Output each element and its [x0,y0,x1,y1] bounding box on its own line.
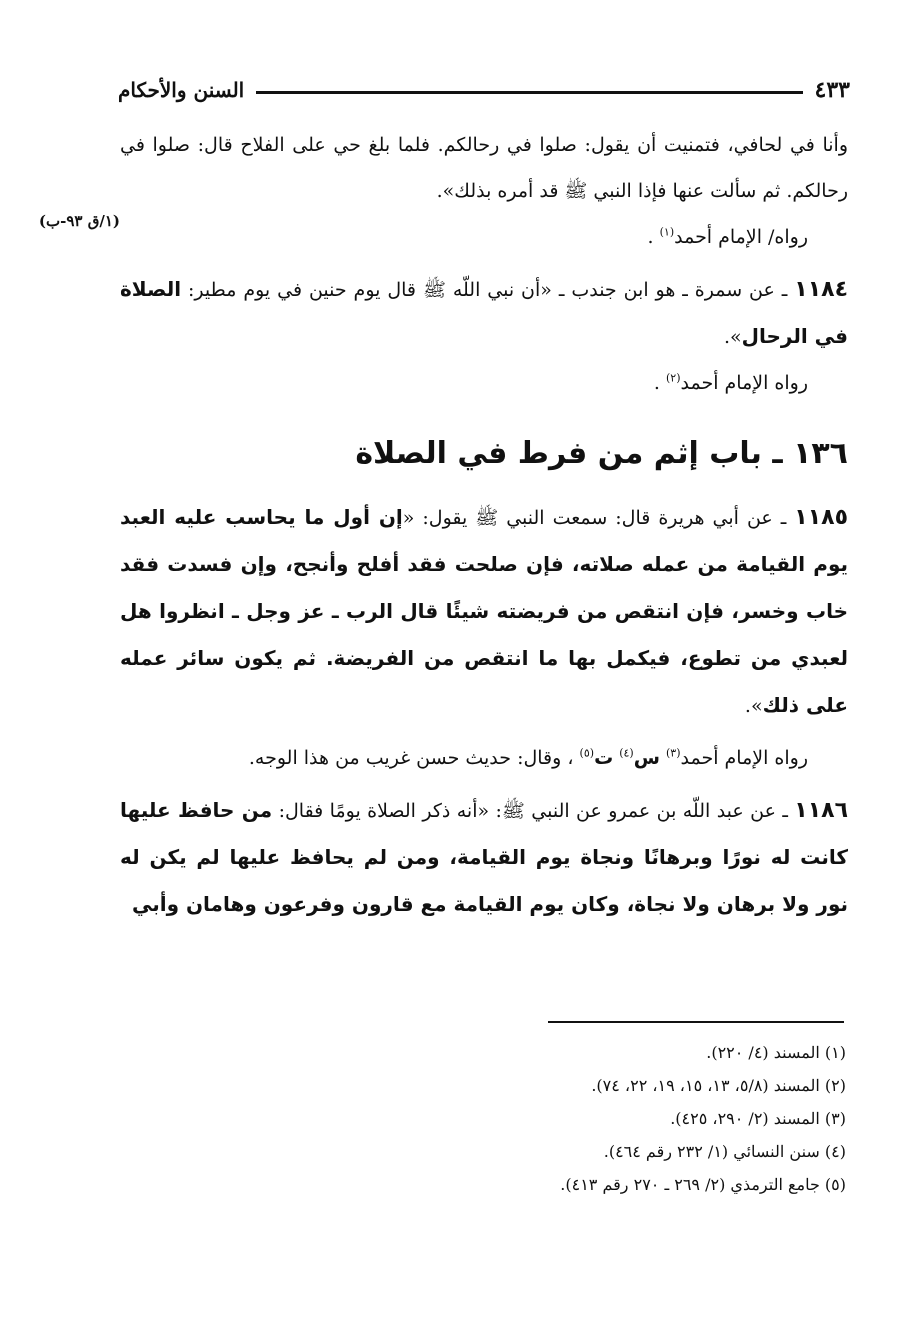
footnote-3: (٣) المسند (٢/ ٢٩٠، ٤٢٥). [670,1109,846,1128]
manuscript-margin-note: (١/ق ٩٣-ب) [38,212,120,230]
page-header [118,72,850,108]
nasai-symbol: س [633,747,660,769]
source-text: رواه/ الإمام أحمد [674,226,808,248]
footnote-2: (٢) المسند (٥/٨، ١٣، ١٥، ١٩، ٢٢، ٧٤). [591,1076,846,1095]
hadith-number: ١١٨٤ [794,277,849,302]
source-text: رواه الإمام أحمد [680,747,808,769]
hadith-bold-text: الصلاة في الرحال [120,277,848,348]
main-text [120,122,848,928]
grading-text: ، وقال: حديث حسن غريب من هذا الوجه. [248,747,574,769]
footnote-ref-1: (١) [659,225,675,239]
hadith-number: ١١٨٥ [794,505,848,530]
header-rule [256,91,802,94]
footnote-ref-2: (٢) [665,371,681,385]
chapter-heading [120,424,848,484]
footnote-1: (١) المسند (٤/ ٢٢٠). [706,1043,846,1062]
footnote-separator [548,1021,844,1023]
hadith-1185: ١١٨٥ ـ عن أبي هريرة قال: سمعت النبي ﷺ يقول: «إن أول ما يحاسب عليه العبد يوم القيامة من عمله صلاته، فإن صلحت فقد أفلح وأنجح، وإن فسدت فقد خاب وخسر، فإن انتقص من فريضته شيئًا قال الرب ـ عز وجل ـ انظروا هل لعبدي من تطوع، فيكمل بها ما انتقص من الفريضة. ثم يكون سائر عمله على ذلك». [120,505,848,717]
footnote-ref-4: (٤) [619,746,634,760]
source-text: رواه الإمام أحمد [680,372,808,394]
hadith-1184: ١١٨٤ ـ عن سمرة ـ هو ابن جندب ـ «أن نبي اللّه ﷺ قال يوم حنين في يوم مطير: الصلاة في الرحال». [120,277,849,348]
hadith-text: ـ عن سمرة ـ هو ابن جندب ـ «أن نبي اللّه ﷺ قال يوم حنين في يوم مطير: [188,279,788,301]
source-1183: رواه/ الإمام أحمد$^{(١)}$ . [647,225,808,248]
hadith-text: ـ عن أبي هريرة قال: سمعت النبي ﷺ يقول: « [402,507,787,529]
tirmidhi-symbol: ت [594,747,614,769]
footnote-ref-3: (٣) [665,746,681,760]
source-1185 [120,735,848,781]
footnote-ref-5: (٥) [579,746,595,760]
page-number: ٤٣٣ [814,77,850,103]
continuation-line-1: وأنا في لحافي، فتمنيت أن يقول: صلوا في رحالكم. فلما بلغ حي على الفلاح [240,134,849,156]
hadith-bold-text: إن أول ما يحاسب عليه العبد يوم القيامة من عمله صلاته، فإن صلحت فقد أفلح وأنجح، وإن فسدت فقد خاب وخسر، فإن انتقص من فريضته شيئًا قال الرب ـ عز وجل ـ انظروا هل لعبدي من تطوع، فيكمل بها ما انتقص من الفريضة. ثم يكون سائر عمله على ذلك [120,505,848,717]
chapter-number: ١٣٦ [793,436,848,471]
continuation-line-2: قال: صلوا في رحالكم. ثم سألت عنها فإذا النبي ﷺ قد أمره بذلك». [120,134,848,202]
chapter-title: ـ باب إثم من فرط في الصلاة [355,436,783,471]
footnote-4: (٤) سنن النسائي (١/ ٢٣٢ رقم ٤٦٤). [603,1142,846,1161]
hadith-bold-text: من حافظ عليها كانت له نورًا وبرهانًا ونجاة يوم القيامة، ومن لم يحافظ عليها لم يكن له نور ولا برهان ولا نجاة، وكان يوم القيامة مع قارون وفرعون وهامان وأبي [120,798,848,916]
footnote-5: (٥) جامع الترمذي (٢/ ٢٦٩ ـ ٢٧٠ رقم ٤١٣). [560,1175,846,1194]
hadith-1186 [120,787,848,928]
running-title: السنن والأحكام [118,78,245,102]
source-1184: رواه الإمام أحمد$^{(٢)}$ . [653,371,808,394]
hadith-text: ـ عن عبد اللّه بن عمرو عن النبي ﷺ: «أنه ذكر الصلاة يومًا فقال: [278,800,788,822]
continuation-paragraph [120,122,848,214]
footnotes [120,1036,846,1201]
hadith-number: ١١٨٦ [794,798,849,823]
